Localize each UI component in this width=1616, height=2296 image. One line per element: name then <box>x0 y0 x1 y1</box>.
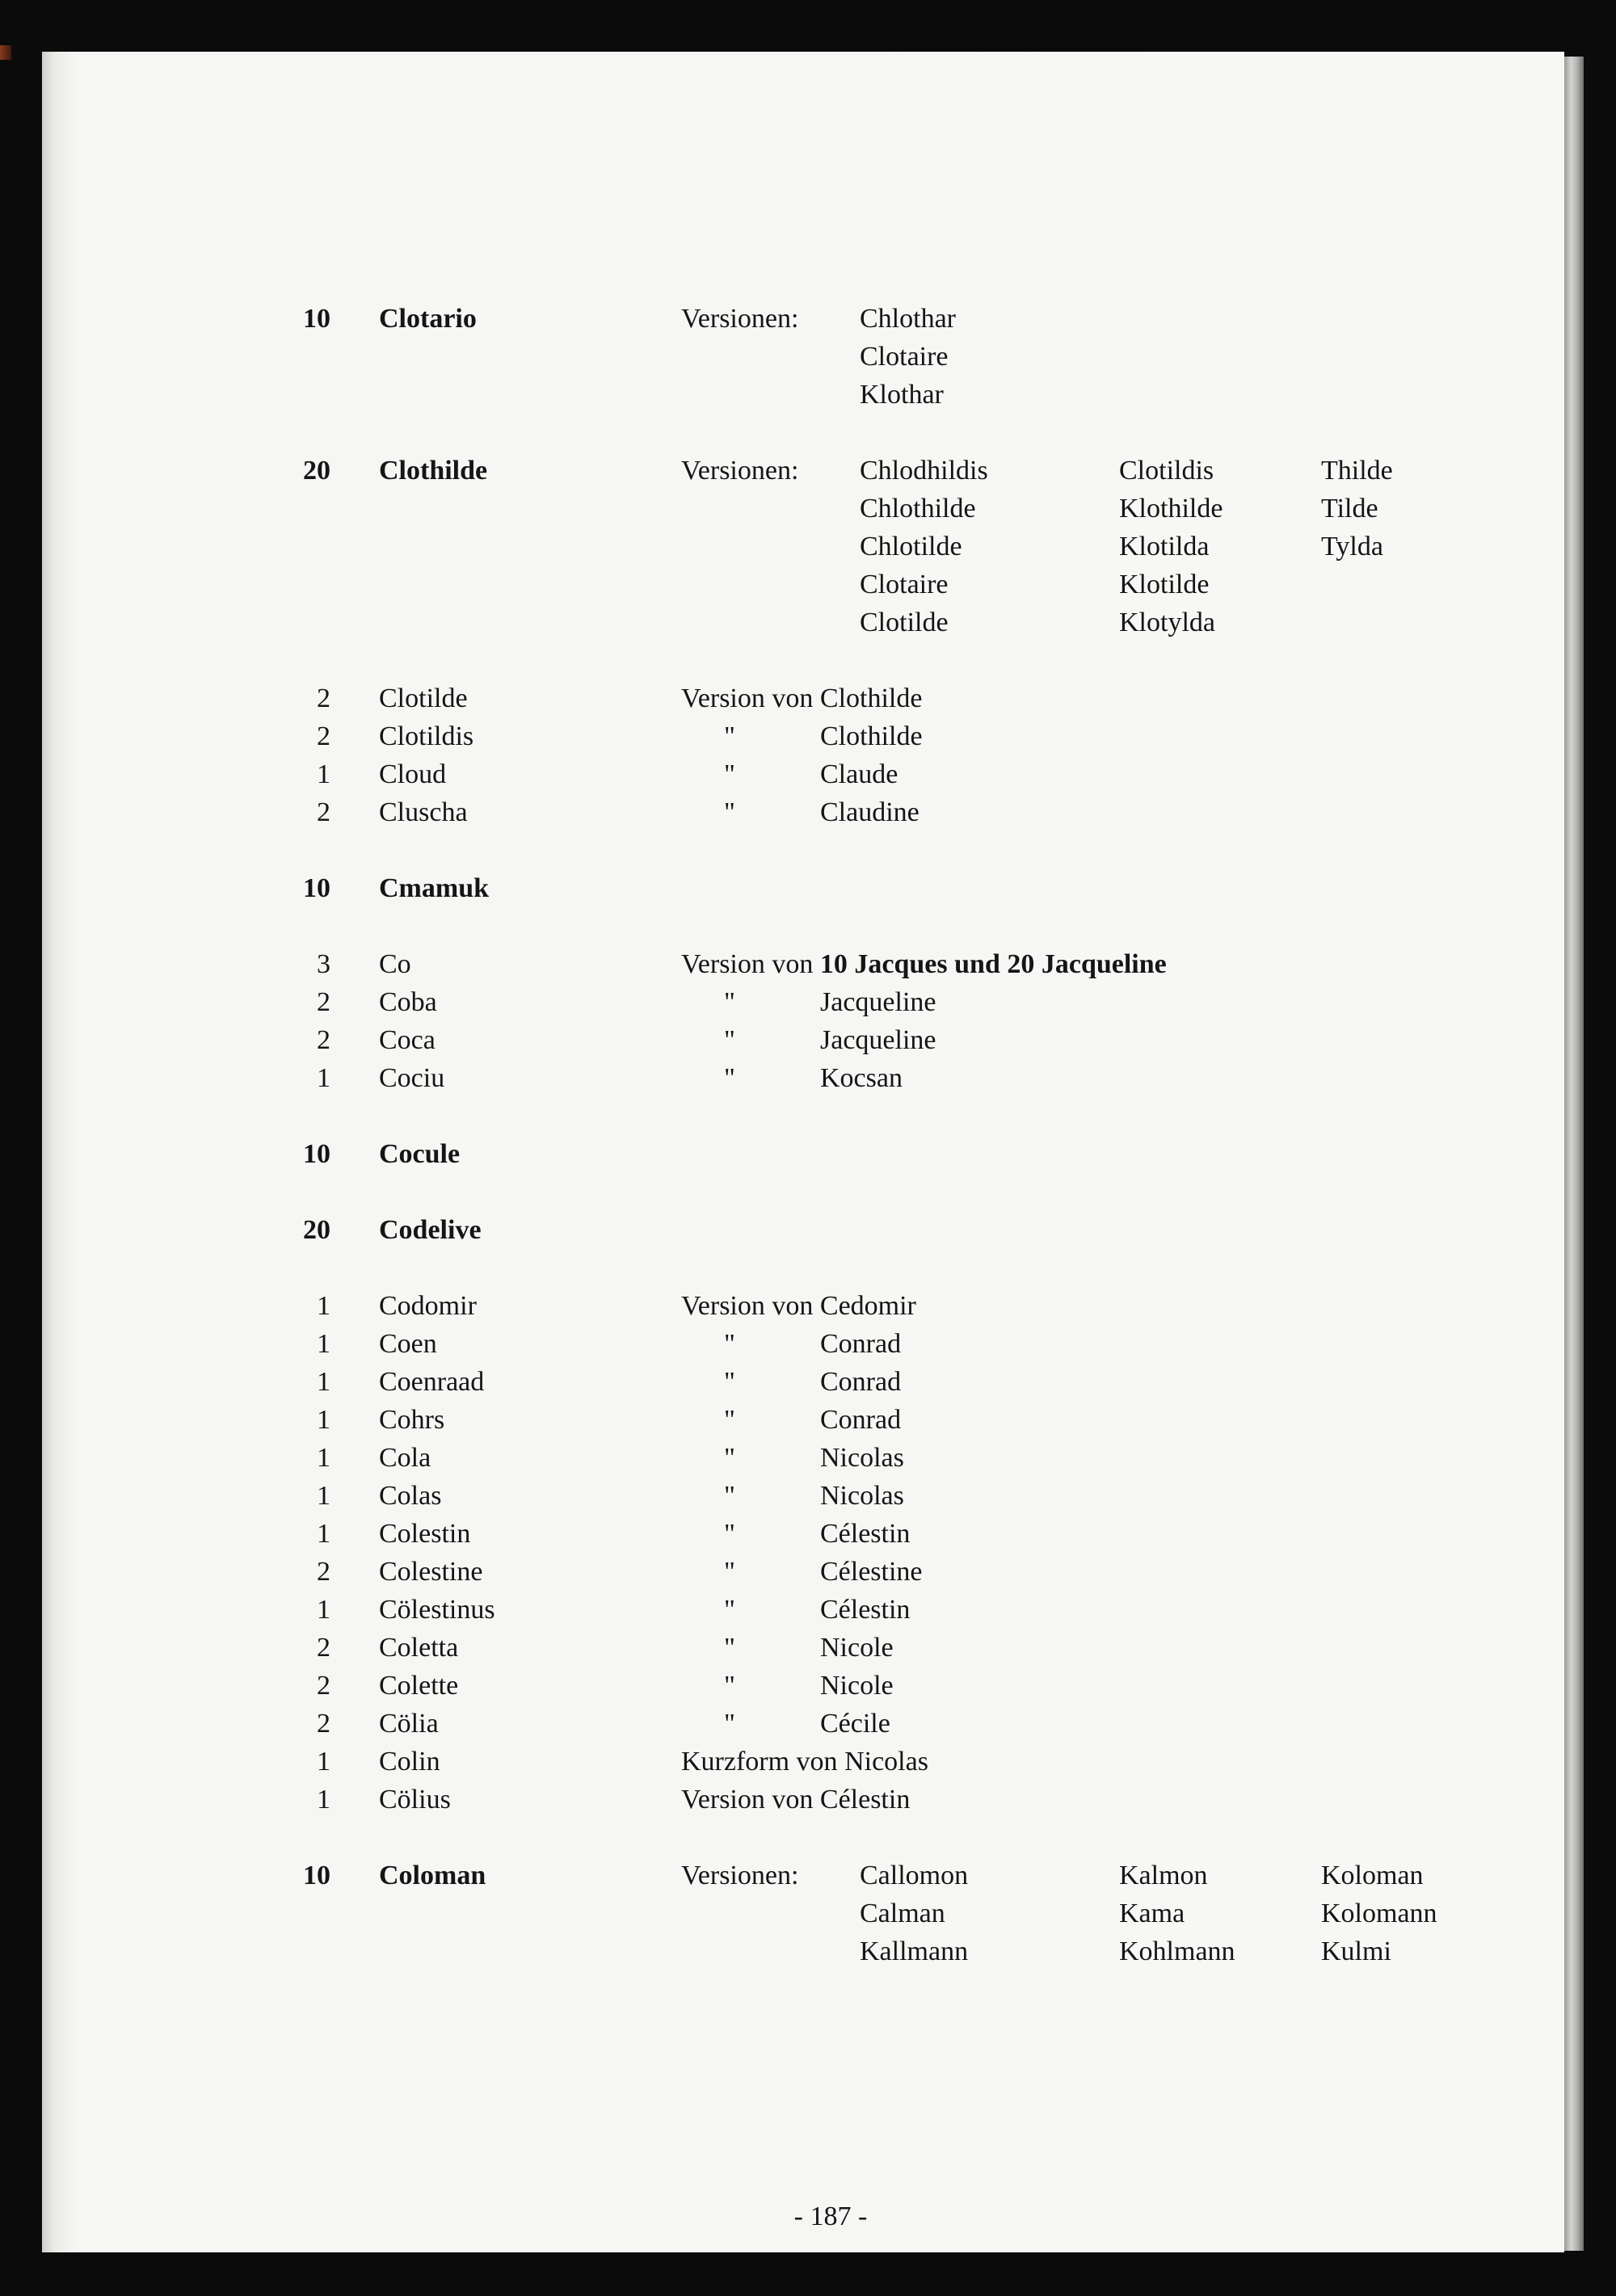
reference-target: Nicolas <box>820 1481 904 1511</box>
entry-name: Coloman <box>379 1861 486 1890</box>
entry-number: 1 <box>317 1519 330 1549</box>
reference-target: Cedomir <box>819 1291 916 1321</box>
dictionary-entry <box>0 1705 1559 1743</box>
dictionary-entry <box>0 1021 1559 1059</box>
dictionary-entry <box>0 1325 1559 1363</box>
reference-target: Nicolas <box>844 1747 928 1777</box>
entry-number: 2 <box>317 1709 330 1739</box>
reference-target: Jacqueline <box>820 1025 936 1055</box>
entry-name: Codelive <box>379 1215 482 1245</box>
entry-name: Clotario <box>379 304 477 334</box>
entry-number: 2 <box>317 1633 330 1663</box>
reference-target: Claude <box>820 759 898 789</box>
entry-number: 1 <box>317 1405 330 1435</box>
version-name: Kalmon <box>1119 1861 1208 1890</box>
dictionary-entry <box>0 1629 1559 1667</box>
version-name: Clotildis <box>1119 456 1214 486</box>
version-name: Kama <box>1119 1899 1185 1928</box>
entry-name: Clotilde <box>379 683 468 713</box>
ditto-mark: " <box>724 1443 735 1473</box>
cross-reference <box>681 1743 928 1781</box>
version-name: Kohlmann <box>1119 1936 1235 1966</box>
entry-name: Cölius <box>379 1785 451 1815</box>
dictionary-entry <box>0 679 1559 717</box>
versions-label: Versionen: <box>681 1861 799 1890</box>
entry-number: 1 <box>317 1747 330 1777</box>
version-name: Kallmann <box>860 1936 969 1966</box>
dictionary-entry <box>0 1743 1559 1781</box>
version-name: Kolomann <box>1321 1899 1437 1928</box>
dictionary-entry <box>0 1781 1559 1819</box>
entry-name: Clothilde <box>379 456 488 486</box>
entry-number: 1 <box>317 1481 330 1511</box>
reference-target: Conrad <box>820 1405 902 1435</box>
reference-target: Claudine <box>820 797 920 827</box>
entry-number: 1 <box>317 1329 330 1359</box>
entry-number: 1 <box>317 1063 330 1093</box>
version-name: Tilde <box>1321 494 1378 524</box>
entry-name: Coca <box>379 1025 436 1055</box>
reference-target: Conrad <box>820 1367 902 1397</box>
entry-number: 2 <box>317 721 330 751</box>
entry-number: 2 <box>317 1557 330 1587</box>
entry-name: Cola <box>379 1443 431 1473</box>
versions-label: Versionen: <box>681 456 799 486</box>
entry-number: 2 <box>317 797 330 827</box>
entry-number: 10 <box>303 1139 330 1169</box>
entry-name: Cluscha <box>379 797 468 827</box>
version-name: Tylda <box>1321 532 1383 561</box>
versions-label: Versionen: <box>681 304 799 334</box>
entry-name: Colas <box>379 1481 442 1511</box>
entry-number: 2 <box>317 1025 330 1055</box>
entry-number: 20 <box>303 456 330 486</box>
reference-target: Nicolas <box>820 1443 904 1473</box>
dictionary-entry <box>0 1287 1559 1325</box>
ditto-mark: " <box>724 987 735 1017</box>
dictionary-entry <box>0 1477 1559 1515</box>
entry-number: 2 <box>317 683 330 713</box>
ditto-mark: " <box>724 1405 735 1435</box>
dictionary-entry <box>0 1553 1559 1591</box>
dictionary-entry <box>0 869 1559 907</box>
ditto-mark: " <box>724 1633 735 1663</box>
version-name: Klotylda <box>1119 608 1215 637</box>
entry-name: Colin <box>379 1747 440 1777</box>
version-name: Chlotilde <box>860 532 962 561</box>
ditto-mark: " <box>724 1063 735 1093</box>
reference-prefix: Version von <box>681 1785 814 1815</box>
entry-name: Coenraad <box>379 1367 485 1397</box>
dictionary-entry <box>0 1401 1559 1439</box>
reference-target: Célestin <box>819 1785 911 1815</box>
ditto-mark: " <box>724 797 735 827</box>
reference-target: Kocsan <box>820 1063 903 1093</box>
entry-name: Colette <box>379 1671 459 1701</box>
entry-name: Clotildis <box>379 721 474 751</box>
version-name: Clotaire <box>860 570 949 599</box>
entry-number: 2 <box>317 1671 330 1701</box>
version-name: Clotilde <box>860 608 949 637</box>
reference-prefix: Version von <box>681 683 814 713</box>
version-name: Kulmi <box>1321 1936 1391 1966</box>
dictionary-entry <box>0 300 1559 414</box>
reference-target: Nicole <box>820 1633 894 1663</box>
dictionary-entry <box>0 1135 1559 1173</box>
ditto-mark: " <box>724 1595 735 1625</box>
version-name: Klotilda <box>1119 532 1210 561</box>
cross-reference <box>681 945 1167 983</box>
dictionary-entry <box>0 1439 1559 1477</box>
version-name: Klothar <box>860 380 944 410</box>
entry-name: Cloud <box>379 759 447 789</box>
entry-number: 1 <box>317 1443 330 1473</box>
reference-prefix: Kurzform von <box>681 1747 838 1777</box>
dictionary-entry <box>0 793 1559 831</box>
cross-reference <box>681 1781 910 1819</box>
ditto-mark: " <box>724 1025 735 1055</box>
ditto-mark: " <box>724 759 735 789</box>
entry-name: Coletta <box>379 1633 459 1663</box>
entry-name: Cmamuk <box>379 873 490 903</box>
entry-number: 10 <box>303 1861 330 1890</box>
entry-name: Cociu <box>379 1063 445 1093</box>
entry-name: Cölestinus <box>379 1595 495 1625</box>
version-name: Callomon <box>860 1861 969 1890</box>
entry-number: 2 <box>317 987 330 1017</box>
version-name: Klothilde <box>1119 494 1223 524</box>
entry-name: Co <box>379 949 411 979</box>
version-name: Chlothilde <box>860 494 976 524</box>
dictionary-entry <box>0 1059 1559 1097</box>
dictionary-entry <box>0 1363 1559 1401</box>
ditto-mark: " <box>724 1671 735 1701</box>
entry-number: 3 <box>317 949 330 979</box>
entry-name: Cohrs <box>379 1405 445 1435</box>
version-name: Klotilde <box>1119 570 1210 599</box>
dictionary-entry <box>0 983 1559 1021</box>
version-name: Koloman <box>1321 1861 1424 1890</box>
version-name: Chlothar <box>860 304 956 334</box>
entry-name: Coba <box>379 987 437 1017</box>
entry-number: 1 <box>317 1367 330 1397</box>
dictionary-entry <box>0 1857 1559 1970</box>
dictionary-entry <box>0 755 1559 793</box>
dictionary-entry <box>0 1591 1559 1629</box>
reference-target: 10 Jacques und 20 Jacqueline <box>819 949 1167 979</box>
reference-target: Clothilde <box>820 721 923 751</box>
entry-number: 1 <box>317 1595 330 1625</box>
reference-target: Célestin <box>820 1595 911 1625</box>
version-name: Clotaire <box>860 342 949 372</box>
version-name: Chlodhildis <box>860 456 988 486</box>
entry-name: Colestin <box>379 1519 471 1549</box>
dictionary-entry <box>0 1515 1559 1553</box>
entry-number: 10 <box>303 304 330 334</box>
version-name: Thilde <box>1321 456 1393 486</box>
entry-number: 1 <box>317 1291 330 1321</box>
cross-reference <box>681 679 922 717</box>
entry-name: Cölia <box>379 1709 439 1739</box>
dictionary-entry <box>0 945 1559 983</box>
ditto-mark: " <box>724 1329 735 1359</box>
ditto-mark: " <box>724 1481 735 1511</box>
ditto-mark: " <box>724 721 735 751</box>
cross-reference <box>681 1287 916 1325</box>
entry-name: Coen <box>379 1329 437 1359</box>
ditto-mark: " <box>724 1557 735 1587</box>
reference-target: Jacqueline <box>820 987 936 1017</box>
dictionary-entry <box>0 717 1559 755</box>
entry-number: 20 <box>303 1215 330 1245</box>
dictionary-entry <box>0 1211 1559 1249</box>
reference-target: Nicole <box>820 1671 894 1701</box>
page-number: - 187 - <box>793 2201 868 2231</box>
reference-target: Célestine <box>820 1557 923 1587</box>
dictionary-entry <box>0 1667 1559 1705</box>
version-name: Calman <box>860 1899 945 1928</box>
reference-target: Cécile <box>820 1709 890 1739</box>
ditto-mark: " <box>724 1367 735 1397</box>
entry-number: 10 <box>303 873 330 903</box>
reference-target: Conrad <box>820 1329 902 1359</box>
reference-target: Clothilde <box>819 683 923 713</box>
entry-name: Cocule <box>379 1139 461 1169</box>
entry-number: 1 <box>317 1785 330 1815</box>
entry-number: 1 <box>317 759 330 789</box>
dictionary-entry <box>0 452 1559 641</box>
entry-name: Codomir <box>379 1291 477 1321</box>
entry-name: Colestine <box>379 1557 483 1587</box>
reference-target: Célestin <box>820 1519 911 1549</box>
ditto-mark: " <box>724 1519 735 1549</box>
ditto-mark: " <box>724 1709 735 1739</box>
reference-prefix: Version von <box>681 1291 814 1321</box>
reference-prefix: Version von <box>681 949 814 979</box>
